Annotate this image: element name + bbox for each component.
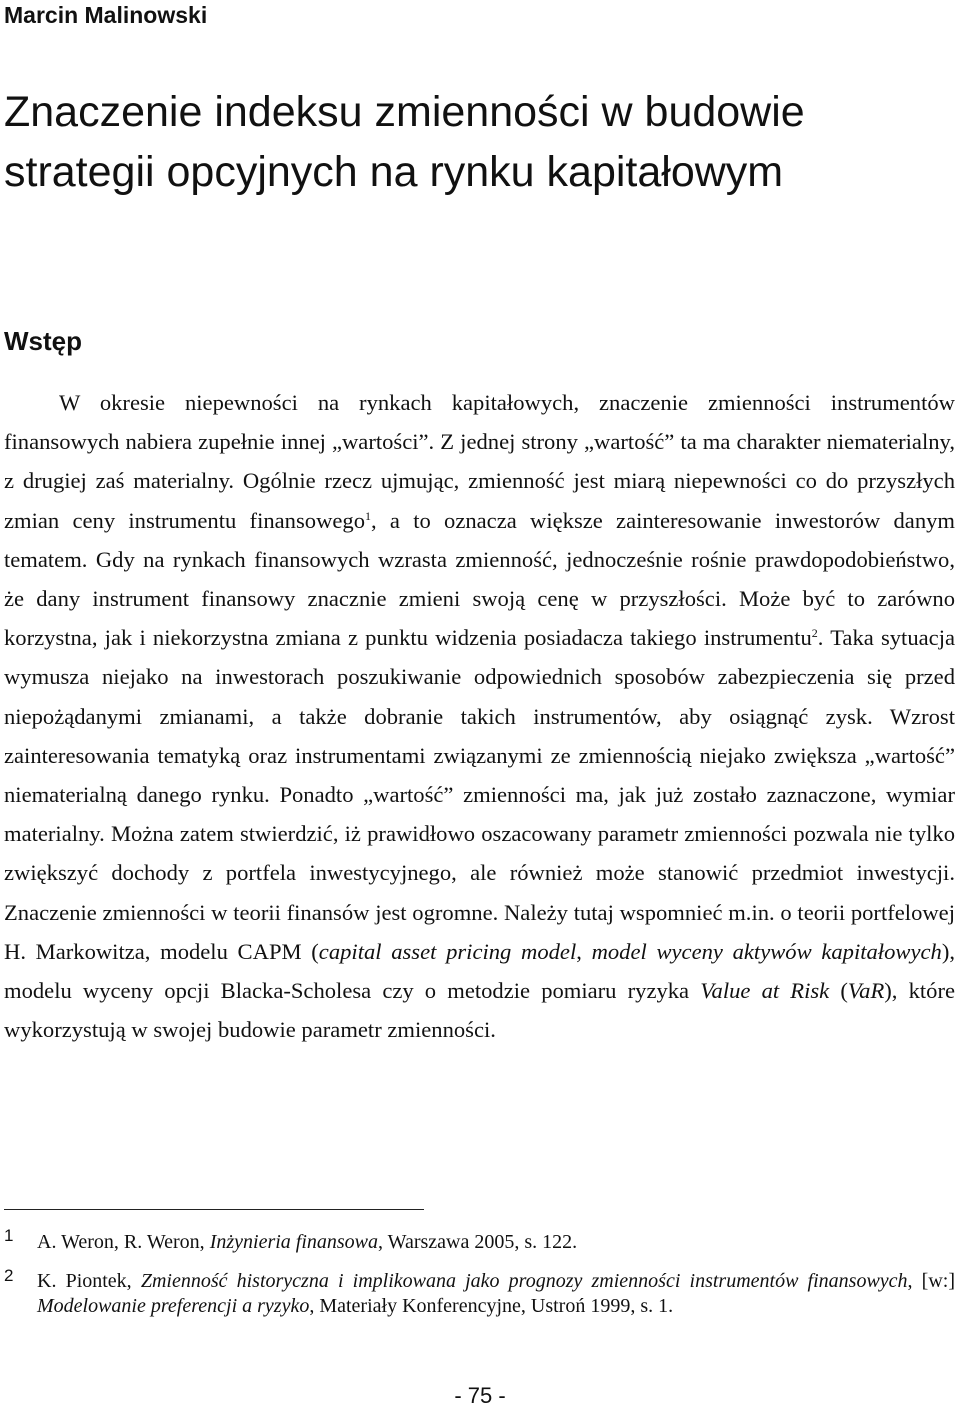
footnote-italic: Modelowanie preferencji a ryzyko xyxy=(37,1295,310,1317)
italic-term: VaR xyxy=(847,978,885,1004)
footnote-ref-1: 1 xyxy=(365,508,372,523)
footnote-italic: Inżynieria finansowa xyxy=(209,1231,379,1253)
body-segment: . Taka sytuacja wymusza niejako na inwestorach poszukiwanie odpowiednich sposobów zabezpieczenia się przed niepożądanymi zmianami, a także dobranie takich instrumentów, aby osiągnąć zysk. Wzrost zainteresowania tematyką oraz instrumentami związanymi ze zmiennością niejako zwiększa „wartość” niematerialną danego rynku. Ponadto „wartość” zmienności ma, jak już zostało zaznaczone, wymiar materialny. Można zatem stwierdzić, iż prawidłowo oszacowany parametr zmienności pozwala nie tylko zwiększyć dochody z portfela inwestycyjnego, ale również może stanowić przedmiot inwestycji. Znaczenie zmienności w teorii finansów jest ogromne. Należy tutaj wspomnieć m.in. o teorii portfelowej H. Markowitza, modelu CAPM ( xyxy=(4,625,955,964)
body-text xyxy=(4,383,955,1049)
footnote-segment: , Materiały Konferencyjne, Ustroń 1999, s. 1. xyxy=(309,1295,674,1317)
footnote-italic: Zmienność historyczna i implikowana jako prognozy zmienności instrumentów finansowych xyxy=(140,1270,908,1292)
body-segment: , xyxy=(576,938,592,964)
italic-term: model wyceny aktywów kapitałowych xyxy=(591,938,942,964)
body-segment: ( xyxy=(829,978,848,1004)
footnote-ref-2: 2 xyxy=(811,626,818,641)
body-segment: ), modelu wyceny opcji Blacka-Scholesa czy o metodzie pomiaru ryzyka xyxy=(4,938,955,1004)
footnote-segment: A. Weron, R. Weron, xyxy=(37,1231,210,1253)
italic-term: capital asset pricing model xyxy=(318,938,577,964)
footnote-segment: K. Piontek, xyxy=(37,1270,141,1292)
body-segment: ), które wykorzystują w swojej budowie parametr zmienności. xyxy=(4,978,955,1043)
article-title: Znaczenie indeksu zmienności w budowie strategii opcyjnych na rynku kapitałowym xyxy=(4,88,805,196)
footnote-separator xyxy=(4,1209,424,1210)
section-heading: Wstęp xyxy=(4,326,82,356)
footnote-segment: , [w:] xyxy=(907,1270,955,1292)
footnote-text xyxy=(37,1230,955,1255)
body-paragraph xyxy=(4,383,955,1049)
footnote-text xyxy=(37,1269,955,1319)
author-name: Marcin Malinowski xyxy=(4,2,208,28)
footnote-segment: , Warszawa 2005, s. 122. xyxy=(378,1231,578,1253)
body-segment: , a to oznacza większe zainteresowanie inwestorów danym tematem. Gdy na rynkach finansowych wzrasta zmienność, jednocześnie rośnie prawdopodobieństwo, że dany instrument finansowy znacznie zmieni swoją cenę w przyszłości. Może być to zarówno korzystna, jak i niekorzystna zmiana z punktu widzenia posiadacza takiego instrumentu xyxy=(4,507,955,651)
body-segment: W okresie niepewności na rynkach kapitałowych, znaczenie zmienności instrumentów finansowych nabiera zupełnie innej „wartości”. Z jednej strony „wartość” ta ma charakter niematerialny, z drugiej zaś materialny. Ogólnie rzecz ujmując, zmienność jest miarą niepewności co do przyszłych zmian ceny instrumentu finansowego xyxy=(4,390,955,533)
footnote-number: 2 xyxy=(4,1266,14,1285)
page-number: - 75 - xyxy=(454,1383,506,1408)
italic-term: Value at Risk xyxy=(700,978,830,1004)
footnote-number: 1 xyxy=(4,1226,14,1245)
